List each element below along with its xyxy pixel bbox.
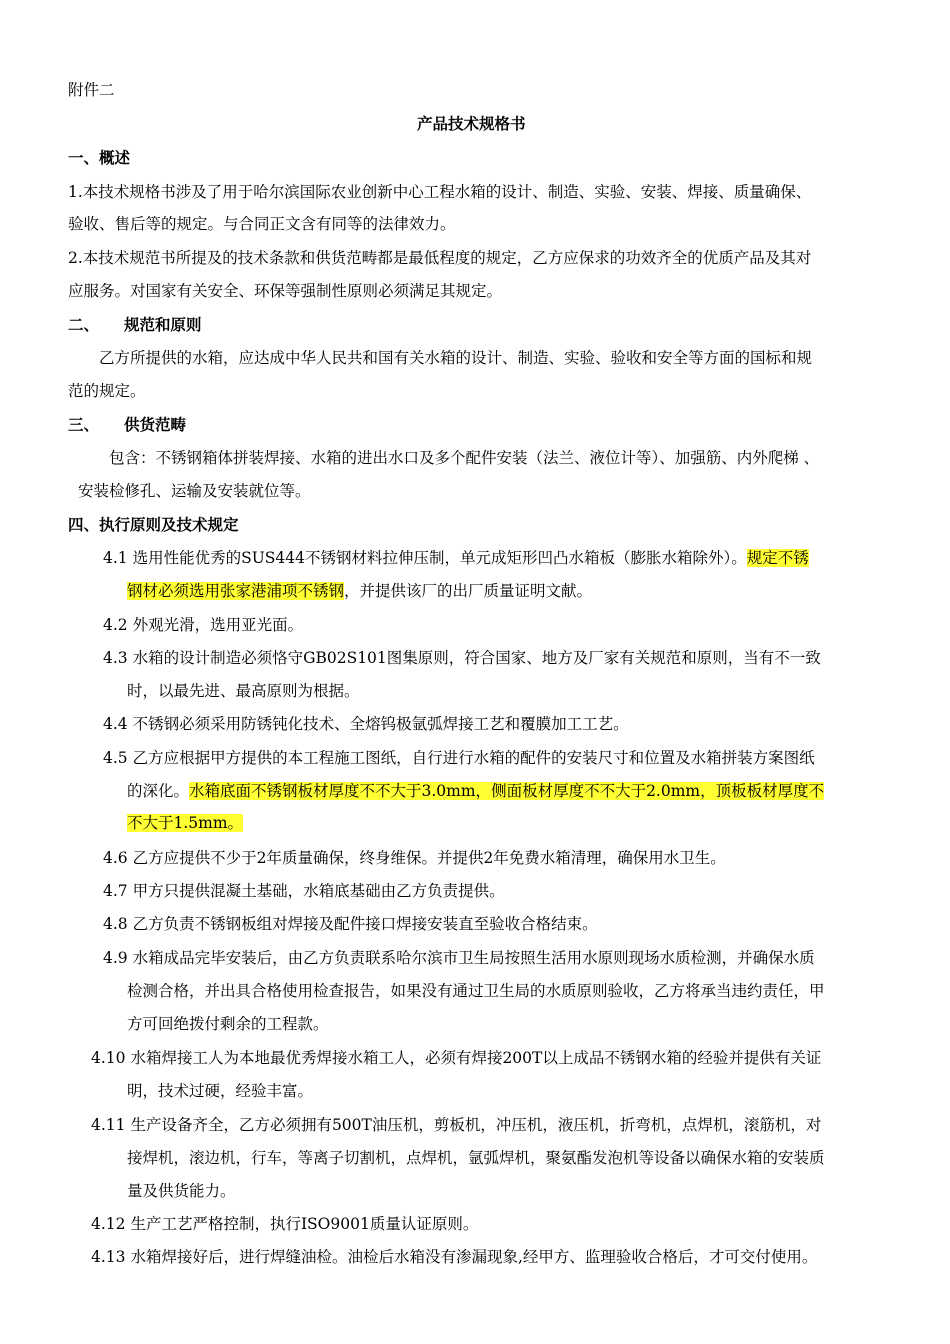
item-4-9-line-3: 方可回绝拨付剩余的工程款。 [127,1015,329,1033]
item-4-5-text: 的深化。 [127,782,190,800]
item-4-5-line-1: 4.5 乙方应根据甲方提供的本工程施工图纸，自行进行水箱的配件的安装尺寸和位置及水箱拼装方案图纸 [103,749,815,767]
section-3-heading-number: 三、 [68,416,100,434]
section-3-line-1: 包含：不锈钢箱体拼装焊接、水箱的进出水口及多个配件安装（法兰、液位计等）、加强筋、内外爬梯 、 [109,449,820,467]
section-1-para-2-line-2: 应服务。对国家有关安全、环保等强制性原则必须满足其规定。 [68,282,503,300]
item-4-7: 4.7 甲方只提供混凝土基础，水箱底基础由乙方负责提供。 [103,882,505,900]
attachment-label: 附件二 [68,81,115,99]
section-3-heading-text: 供货范畴 [124,416,187,434]
item-4-13: 4.13 水箱焊接好后，进行焊缝油检。油检后水箱没有渗漏现象,经甲方、监理验收合格后，才可交付使用。 [91,1248,818,1266]
item-4-11-line-1: 4.11 生产设备齐全，乙方必须拥有500T油压机，剪板机，冲压机，液压机，折弯机，点焊机，滚筋机，对 [91,1116,822,1134]
item-4-10-line-1: 4.10 水箱焊接工人为本地最优秀焊接水箱工人，必须有焊接200T以上成品不锈钢水箱的经验并提供有关证 [91,1049,822,1067]
section-2-line-2: 范的规定。 [68,382,146,400]
item-4-11-line-2: 接焊机，滚边机，行车，等离子切割机，点焊机，氩弧焊机，聚氨酯发泡机等设备以确保水箱的安装质 [127,1149,825,1167]
item-4-1-line-2 [127,581,592,601]
item-4-3-line-2: 时，以最先进、最高原则为根据。 [127,682,360,700]
section-2-heading-text: 规范和原则 [124,316,202,334]
item-4-3-line-1: 4.3 水箱的设计制造必须恪守GB02S101图集原则，符合国家、地方及厂家有关规范和原则，当有不一致 [103,649,821,667]
document-title: 产品技术规格书 [417,115,526,133]
item-4-4: 4.4 不锈钢必须采用防锈钝化技术、全熔钨极氩弧焊接工艺和覆膜加工工艺。 [103,715,629,733]
item-4-5-line-2 [127,781,824,801]
section-2-heading-number: 二、 [68,316,100,334]
section-4-heading: 四、执行原则及技术规定 [68,516,239,534]
item-4-5-highlight-2: 不大于1.5mm。 [127,814,244,832]
item-4-11-line-3: 量及供货能力。 [127,1182,236,1200]
item-4-10-line-2: 明，技术过硬，经验丰富。 [127,1082,314,1100]
item-4-2: 4.2 外观光滑，选用亚光面。 [103,616,304,634]
section-3-line-2: 安装检修孔、运输及安装就位等。 [78,482,311,500]
item-4-1-highlight-2: 钢材必须选用张家港浦项不锈钢 [127,582,345,600]
item-4-5-line-3 [127,813,243,833]
item-4-8: 4.8 乙方负责不锈钢板组对焊接及配件接口焊接安装直至验收合格结束。 [103,915,598,933]
item-4-1-highlight-1: 规定不锈 [746,549,809,567]
item-4-6: 4.6 乙方应提供不少于2年质量确保，终身维保。并提供2年免费水箱清理，确保用水卫生。 [103,849,726,867]
section-1-para-1-line-1: 1.本技术规格书涉及了用于哈尔滨国际农业创新中心工程水箱的设计、制造、实验、安装、焊接、质量确保、 [68,183,812,201]
section-1-para-1-line-2: 验收、售后等的规定。与合同正文含有同等的法律效力。 [68,215,456,233]
item-4-5-highlight-1: 水箱底面不锈钢板材厚度不不大于3.0mm，侧面板材厚度不不大于2.0mm，顶板板材厚度不 [189,782,825,800]
item-4-9-line-2: 检测合格，并出具合格使用检查报告，如果没有通过卫生局的水质原则验收，乙方将承当违约责任，甲 [127,982,825,1000]
item-4-12: 4.12 生产工艺严格控制，执行ISO9001质量认证原则。 [91,1215,479,1233]
section-1-heading: 一、概述 [68,149,131,167]
section-1-para-2-line-1: 2.本技术规范书所提及的技术条款和供货范畴都是最低程度的规定，乙方应保求的功效齐全的优质产品及其对 [68,249,812,267]
item-4-1-text-2: ，并提供该厂的出厂质量证明文献。 [344,582,593,600]
section-2-line-1: 乙方所提供的水箱，应达成中华人民共和国有关水箱的设计、制造、实验、验收和安全等方面的国标和规 [99,349,813,367]
item-4-1-line-1 [103,548,809,568]
item-4-9-line-1: 4.9 水箱成品完毕安装后，由乙方负责联系哈尔滨市卫生局按照生活用水原则现场水质检测，并确保水质 [103,949,815,967]
item-4-1-text: 4.1 选用性能优秀的SUS444不锈钢材料拉伸压制，单元成矩形凹凸水箱板（膨胀水箱除外）。 [103,549,747,567]
